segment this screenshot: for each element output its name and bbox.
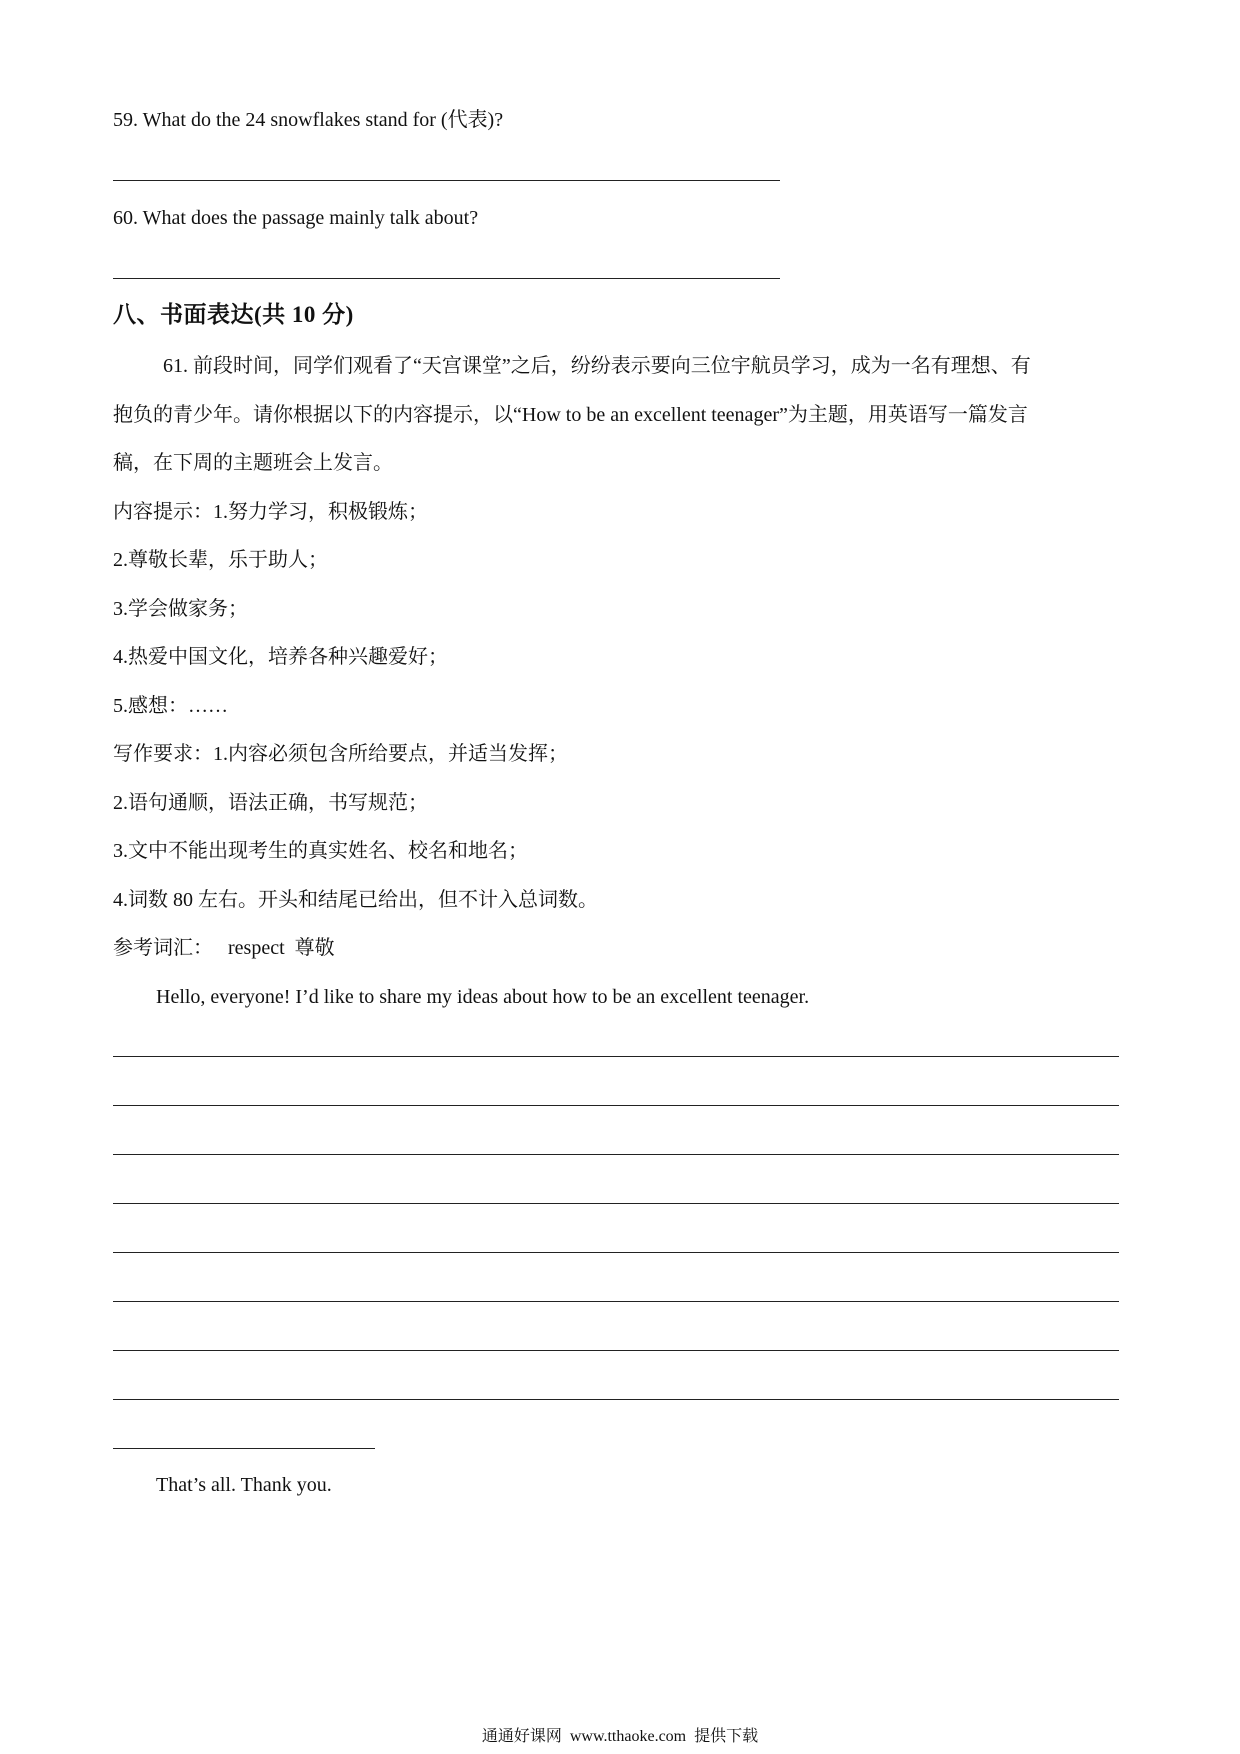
writing-line-3[interactable] bbox=[113, 1154, 1119, 1155]
writing-line-6[interactable] bbox=[113, 1301, 1119, 1302]
essay-closing: That’s all. Thank you. bbox=[156, 1474, 332, 1496]
requirement-2: 2.语句通顺，语法正确，书写规范； bbox=[113, 792, 428, 814]
section-title: 八、书面表达(共 10 分) bbox=[113, 302, 354, 327]
prompt-line-2: 抱负的青少年。请你根据以下的内容提示，以“How to be an excellent teenager”为主题，用英语写一篇发言 bbox=[113, 404, 1028, 426]
question-number: 60. bbox=[113, 207, 138, 229]
answer-line-60[interactable] bbox=[113, 278, 780, 279]
writing-line-9[interactable] bbox=[113, 1448, 375, 1449]
question-59 bbox=[113, 108, 503, 132]
content-hint-5: 5.感想：…… bbox=[113, 695, 228, 717]
question-number: 59. bbox=[113, 109, 138, 131]
vocab-text: respect 尊敬 bbox=[228, 937, 335, 959]
question-text: What does the passage mainly talk about? bbox=[142, 207, 479, 229]
content-hint-4: 4.热爱中国文化，培养各种兴趣爱好； bbox=[113, 646, 448, 668]
writing-line-2[interactable] bbox=[113, 1105, 1119, 1106]
requirement-4: 4.词数 80 左右。开头和结尾已给出，但不计入总词数。 bbox=[113, 889, 598, 911]
page-footer: 通通好课网 www.tthaoke.com 提供下载 bbox=[481, 1728, 759, 1745]
writing-line-4[interactable] bbox=[113, 1203, 1119, 1204]
writing-line-1[interactable] bbox=[113, 1056, 1119, 1057]
answer-line-59[interactable] bbox=[113, 180, 780, 181]
question-text: What do the 24 snowflakes stand for (代表)? bbox=[142, 109, 504, 131]
writing-line-7[interactable] bbox=[113, 1350, 1119, 1351]
prompt-number: 61. bbox=[163, 355, 188, 377]
requirement-text: 1.内容必须包含所给要点，并适当发挥； bbox=[213, 743, 568, 765]
requirements-label: 写作要求： bbox=[113, 743, 213, 765]
content-hints-label: 内容提示： bbox=[113, 501, 213, 523]
prompt-line-3: 稿，在下周的主题班会上发言。 bbox=[113, 452, 393, 474]
vocab-line bbox=[113, 936, 335, 960]
content-hint-text: 1.努力学习，积极锻炼； bbox=[213, 501, 428, 523]
vocab-label: 参考词汇： bbox=[113, 937, 213, 959]
content-hint-3: 3.学会做家务； bbox=[113, 598, 248, 620]
content-hint-1 bbox=[113, 500, 428, 524]
prompt-text-1: 前段时间，同学们观看了“天宫课堂”之后，纷纷表示要向三位宇航员学习，成为一名有理想、有 bbox=[193, 355, 1031, 377]
prompt-line-1 bbox=[163, 354, 1031, 378]
essay-opening: Hello, everyone! I’d like to share my ideas about how to be an excellent teenager. bbox=[156, 986, 810, 1008]
requirement-1 bbox=[113, 742, 568, 766]
writing-line-5[interactable] bbox=[113, 1252, 1119, 1253]
content-hint-2: 2.尊敬长辈，乐于助人； bbox=[113, 549, 328, 571]
requirement-3: 3.文中不能出现考生的真实姓名、校名和地名； bbox=[113, 840, 528, 862]
question-60 bbox=[113, 206, 478, 230]
writing-line-8[interactable] bbox=[113, 1399, 1119, 1400]
